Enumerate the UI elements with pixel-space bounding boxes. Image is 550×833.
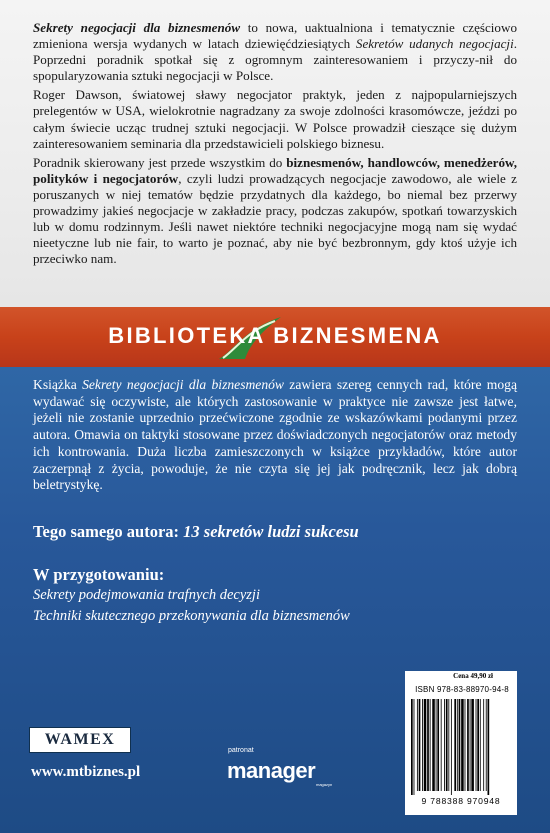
barcode-digits: 9 788388 970948	[421, 796, 501, 806]
barcode-bar	[486, 699, 487, 791]
blurb-text-span: , czyli ludzi prowadzących negocjacje zawodowo, ale wiele z poruszanych w niej tematów będzie przydatnych dla każdego, bo niemal bez przerwy prowadzimy jakieś negocjacje w zakładzie pracy, podczas zakupów, spotkań towarzyskich lub w domu rodzinnym. Jeśli nawet niektóre techniki negocjacyjne mogą nam się wydać nieetyczne lub nie fair, to warto je poznać, aby nie być bezbronnym, gdy ktoś użyje ich przeciwko nam.	[33, 170, 517, 267]
barcode-bar	[422, 699, 423, 791]
barcode-bar	[432, 699, 435, 791]
barcode-bar	[424, 699, 427, 791]
barcode-bar	[427, 699, 429, 791]
barcode-bar	[461, 699, 464, 791]
barcode-bar	[457, 699, 458, 791]
same-author-line	[33, 522, 523, 542]
barcode-box	[405, 671, 517, 815]
description-text-span: Książka	[33, 377, 83, 392]
barcode-bar	[488, 699, 490, 795]
website-link[interactable]: www.mtbiznes.pl	[31, 764, 141, 780]
same-author-book: 13 sekretów ludzi sukcesu	[183, 522, 359, 541]
in-preparation-heading: W przygotowaniu:	[33, 565, 165, 584]
barcode-bar	[436, 699, 437, 791]
barcode-bar	[483, 699, 484, 791]
wamex-logo: WAMEX	[29, 727, 131, 753]
series-title: BIBLIOTEKA BIZNESMENA	[108, 323, 442, 348]
back-cover-bottom-section	[0, 367, 550, 833]
blurb-text	[33, 20, 517, 270]
barcode-bar	[441, 699, 442, 791]
barcode-bar	[480, 699, 481, 791]
patronage-label: patronat	[228, 747, 254, 754]
barcode-bar	[454, 699, 456, 791]
barcode-bar	[467, 699, 469, 791]
barcode-bar	[476, 699, 477, 791]
barcode-bar	[417, 699, 418, 791]
barcode-bar	[437, 699, 439, 791]
manager-logo-sub: magazyn	[316, 782, 333, 787]
barcode-icon	[409, 699, 513, 795]
barcode-bar	[459, 699, 461, 791]
description-text	[33, 377, 517, 494]
barcode-bar	[477, 699, 479, 791]
series-band	[0, 307, 550, 367]
barcode-bar	[446, 699, 448, 791]
barcode-bar	[414, 699, 415, 795]
same-author-label: Tego samego autora:	[33, 522, 184, 541]
blurb-text-span: Poradnik skierowany jest przede wszystkim do	[33, 154, 287, 170]
barcode-bar	[448, 699, 449, 791]
barcode-bar	[470, 699, 471, 791]
manager-logo: manager	[227, 758, 316, 783]
barcode-bar	[471, 699, 474, 791]
price-label: Cena 49,90 zł	[453, 672, 493, 680]
blurb-paragraph-2: Roger Dawson, światowej sławy negocjator praktyk, jeden z najpopularniejszych prelegentów w USA, wielokrotnie nagradzany za swoje zdolności krasomówcze, jeździ po całym świecie ucząc trudnej sztuki negocjacji. W Polsce prowadził cieszące się dużym zainteresowaniem seminaria dla przedstawicieli polskiego biznesu.	[33, 87, 517, 151]
barcode-bar	[444, 699, 445, 791]
isbn-label: ISBN 978-83-88970-94-8	[415, 685, 509, 694]
audience-list: biznesmenów, handlowców, menedżerów, polityków i negocjatorów	[33, 154, 517, 186]
blurb-paragraph-1	[33, 20, 517, 84]
back-cover-top-section	[0, 0, 550, 307]
description-text-span: zawiera szereg cennych rad, które mogą wydawać się oczywiste, ale których zastosowanie w praktyce nie zawsze jest łatwe, jeżeli nie zostanie uprzednio przećwiczone zgodnie ze wskazówkami podanymi przez autora. Omawia on taktyki stosowane przez doświadczonych negocjatorów oraz metody ich kontrowania. Duża liczba zamieszczonych w książce przykładów, które autor zaczerpnął z życia, powoduje, że nie czyta się jej jak podręcznik, lecz jak dobrą beletrystykę.	[33, 377, 517, 493]
prep-item: Sekrety podejmowania trafnych decyzji	[33, 587, 260, 603]
previous-book-title-ref: Sekretów udanych negocjacji	[355, 36, 514, 52]
book-title-ref: Sekrety negocjacji dla biznesmenów	[33, 20, 241, 35]
barcode-bar	[430, 699, 431, 791]
barcode-bar	[411, 699, 413, 795]
book-title-ref: Sekrety negocjacji dla biznesmenów	[82, 377, 284, 392]
prep-item: Techniki skutecznego przekonywania dla biznesmenów	[33, 608, 350, 624]
barcode-bar	[465, 699, 466, 791]
barcode-bar	[451, 699, 452, 795]
blurb-paragraph-3	[33, 155, 517, 268]
barcode-bar	[419, 699, 421, 791]
blurb-text-span: to nowa, uaktualniona i tematycznie częściowo zmieniona wersja wydanych w latach dziewięćdziesiątych	[33, 20, 517, 52]
blurb-text-span: . Poprzedni poradnik spotkał się z ogromnym zainteresowaniem i przyczy-nił do spopularyzowania sztuki negocjacji w Polsce.	[33, 36, 517, 84]
